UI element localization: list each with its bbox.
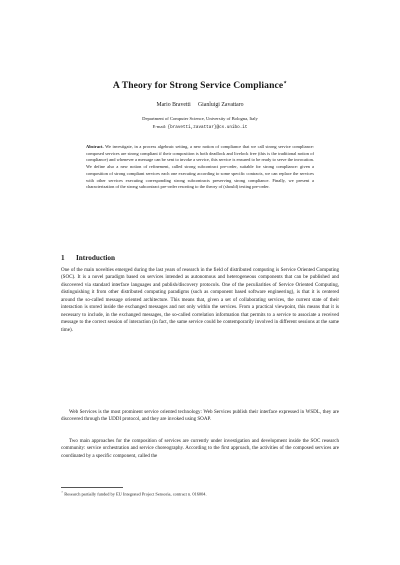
email-address: {bravetti,zavattar}@cs.unibo.it <box>167 125 248 130</box>
author-list: Mario Bravetti Gianluigi Zavattaro <box>156 102 244 108</box>
paper-title-text: A Theory for Strong Service Compliance <box>112 80 284 92</box>
body-paragraph: Two main approaches for the composition of services are currently under investigation and development inside the SOC research community: service orchestration and service choreography. According to the first approach, the activities of the composed services are coordinated by a specific component, called the <box>61 438 339 459</box>
author-email <box>0 124 400 130</box>
body-paragraph: Web Services is the most prominent service oriented technology: Web Services publish their interface expressed in WSDL, they are discovered through the UDDI protocol, and they are invoked using SOAP. <box>61 409 339 423</box>
author-affiliation: Department of Computer Science, University of Bologna, Italy <box>142 116 258 121</box>
footnote-mark: ⋆ <box>61 490 64 494</box>
paper-title <box>0 79 400 91</box>
email-prefix: E-mail: <box>152 124 168 129</box>
footnote-text: Research partially funded by EU Integrated Project Sensoria, contract n. 016004. <box>63 491 207 497</box>
abstract-block <box>86 144 314 191</box>
body-paragraph: One of the main novelties emerged during the last years of research in the field of distributed computing is Service Oriented Computing (SOC). It is a novel paradigm based on services intended as autonomous and heterogeneous components that can be published and discovered via standard interface languages and publish/discovery protocols. One of the peculiarities of Service Oriented Computing, distinguishing it from other distributed computing paradigms (such as component based software engineering), is that it is centered around the so-called message oriented architecture. This means that, given a set of collaborating services, the current state of their interaction is stored inside the exchanged messages and not only within the services. From a practical viewpoint, this means that it is necessary to include, in the exchanged messages, the so-called correlation information that permits to a service to associate a received message to the correct session of interaction (in fact, the same service could be contemporarily involved in different sessions at the same time). <box>61 267 339 333</box>
abstract-text: We investigate, in a process algebraic setting, a new notion of compliance that we call strong service compliance: composed services are strong compliant if their composition is both deadlock and livelock free (this is the traditional notion of compliance) and whenever a message can be sent to invoke a service, this service is ensured to be ready to serve the invocation. We define also a new notion of refinement, called strong subcontract pre-order, suitable for strong compliance: given a composition of strong compliant services each one executing according to some specific contracts, we can replace the services with other services executing corresponding strong subcontracts preserving strong compliance. Finally, we present a characterization of the strong subcontract pre-order resorting to the theory of (should) testing pre-order. <box>86 144 315 190</box>
footnote-divider <box>61 487 123 488</box>
section-title: Introduction <box>76 254 116 262</box>
title-footnote-mark: ⋆ <box>283 80 288 86</box>
abstract-label: Abstract. <box>86 144 104 149</box>
section-number: 1 <box>61 254 65 262</box>
footnote <box>61 490 207 496</box>
section-heading <box>61 254 115 262</box>
